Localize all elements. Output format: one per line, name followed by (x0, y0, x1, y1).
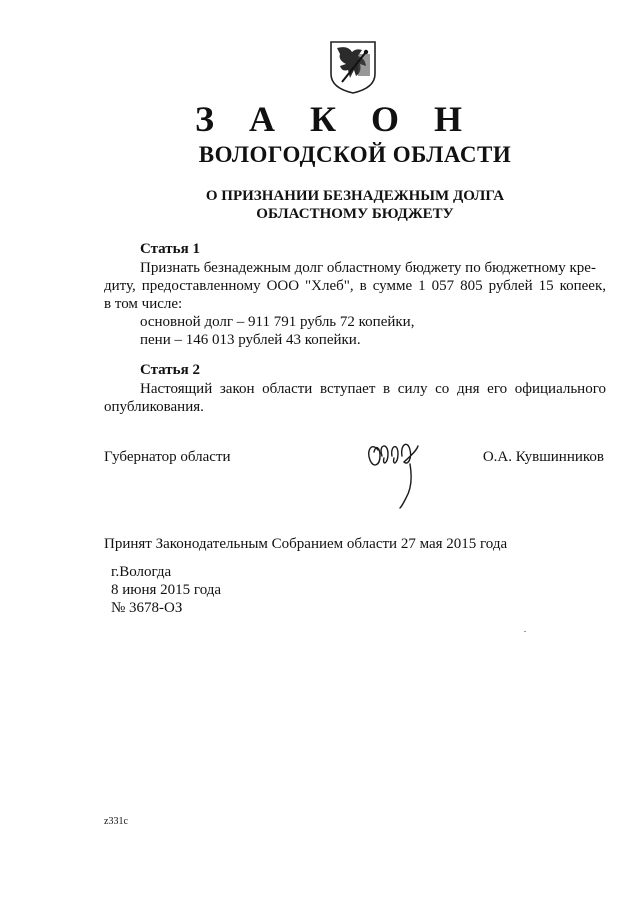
scan-dot (524, 631, 526, 632)
article-1-line3: в том числе: (104, 296, 183, 312)
law-number: № 3678-ОЗ (111, 600, 183, 616)
signing-date: 8 июня 2015 года (111, 582, 222, 598)
law-heading-line2: ОБЛАСТНОМУ БЮДЖЕТУ (256, 206, 454, 222)
adoption-note: Принят Законодательным Собранием области 27 мая 2015 года (104, 536, 508, 552)
article-1-line1: Признать безнадежным долг областному бюджету по бюджетному кре- (140, 260, 596, 276)
signatory-role: Губернатор области (104, 449, 231, 465)
signatory-name: О.А. Кувшинников (482, 449, 604, 465)
article-2-line1: Настоящий закон области вступает в силу со дня его официального (140, 381, 606, 397)
article-1-item1: основной долг – 911 791 рубль 72 копейки, (140, 314, 415, 330)
document-code: z331c (104, 816, 128, 827)
law-title: З А К О Н (194, 99, 476, 139)
city: г.Вологда (111, 564, 172, 580)
law-heading-line1: О ПРИЗНАНИИ БЕЗНАДЕЖНЫМ ДОЛГА (205, 188, 505, 204)
article-1-item2: пени – 146 013 рублей 43 копейки. (140, 332, 361, 348)
region-title: ВОЛОГОДСКОЙ ОБЛАСТИ (198, 142, 512, 167)
article-1-line2: диту, предоставленному ООО "Хлеб", в сумме 1 057 805 рублей 15 копеек, (104, 278, 606, 294)
article-1-title: Статья 1 (140, 241, 200, 257)
coat-of-arms-icon (328, 40, 378, 94)
article-2-title: Статья 2 (140, 362, 200, 378)
article-2-line2: опубликования. (104, 399, 204, 415)
handwritten-signature-icon (364, 432, 426, 510)
